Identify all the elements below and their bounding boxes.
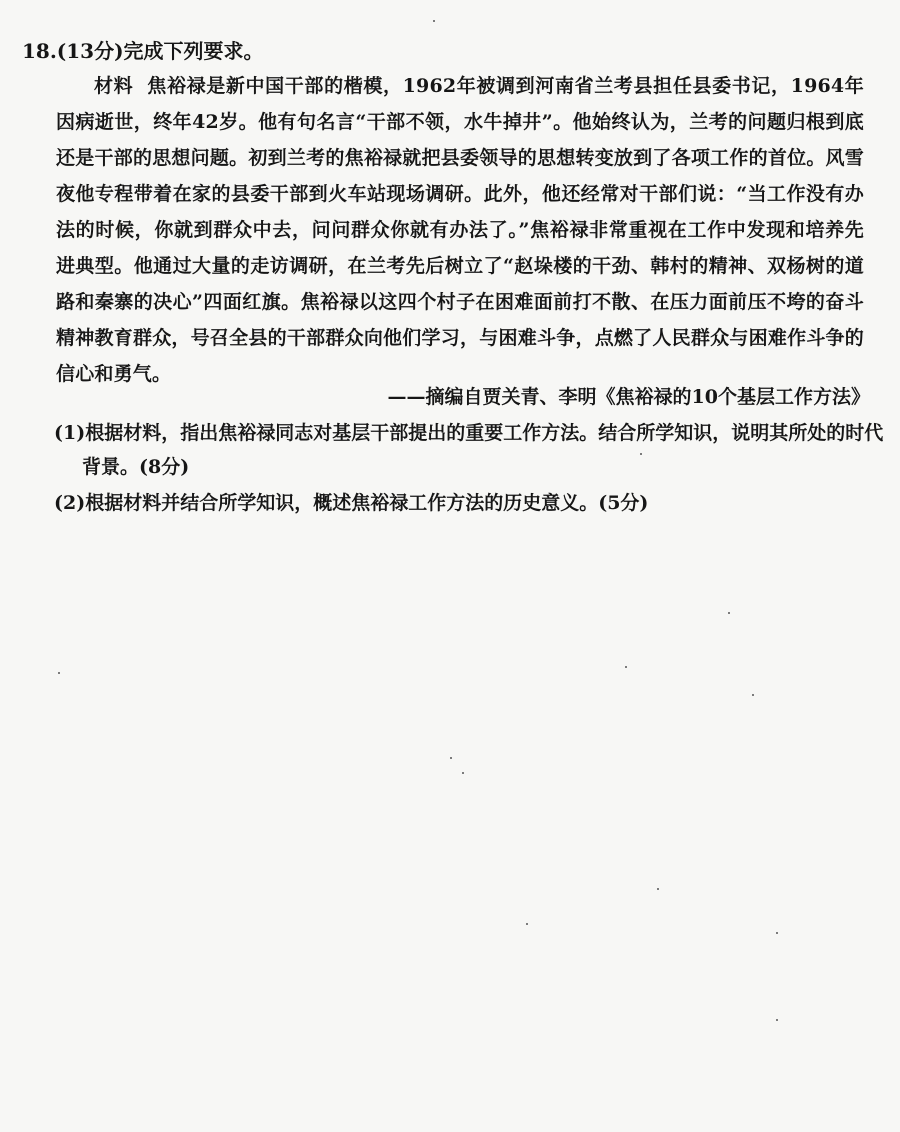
material-source: ——摘编自贾关青、李明《焦裕禄的10个基层工作方法》 xyxy=(387,386,870,408)
question-header: 18.(13分)完成下列要求。 xyxy=(22,39,264,63)
scan-speck xyxy=(433,20,435,22)
material-paragraph xyxy=(56,68,864,392)
scan-speck xyxy=(776,1019,778,1021)
scan-speck xyxy=(58,672,60,674)
scan-speck xyxy=(462,772,464,774)
sub-question-1: (1)根据材料，指出焦裕禄同志对基层干部提出的重要工作方法。结合所学知识，说明其所处的时代背景。(8分) xyxy=(54,422,884,478)
sub-question-2: (2)根据材料并结合所学知识，概述焦裕禄工作方法的历史意义。(5分) xyxy=(54,492,649,514)
material-text: 焦裕禄是新中国干部的楷模，1962年被调到河南省兰考县担任县委书记，1964年因病逝世，终年42岁。他有句名言“干部不领，水牛掉井”。他始终认为，兰考的问题归根到底还是干部的思想问题。初到兰考的焦裕禄就把县委领导的思想转变放到了各项工作的首位。风雪夜他专程带着在家的县委干部到火车站现场调研。此外，他还经常对干部们说：“当工作没有办法的时候，你就到群众中去，问问群众你就有办法了。”焦裕禄非常重视在工作中发现和培养先进典型。他通过大量的走访调研，在兰考先后树立了“赵垛楼的干劲、韩村的精神、双杨树的道路和秦寨的决心”四面红旗。焦裕禄以这四个村子在困难面前打不散、在压力面前压不垮的奋斗精神教育群众，号召全县的干部群众向他们学习，与困难斗争，点燃了人民群众与困难作斗争的信心和勇气。 xyxy=(56,75,864,385)
scan-speck xyxy=(728,612,730,614)
scan-speck xyxy=(640,453,642,455)
scan-speck xyxy=(625,666,627,668)
scan-speck xyxy=(526,923,528,925)
scan-speck xyxy=(450,757,452,759)
scan-speck xyxy=(776,932,778,934)
material-label: 材料 xyxy=(94,75,134,97)
scan-speck xyxy=(752,694,754,696)
scan-speck xyxy=(657,888,659,890)
